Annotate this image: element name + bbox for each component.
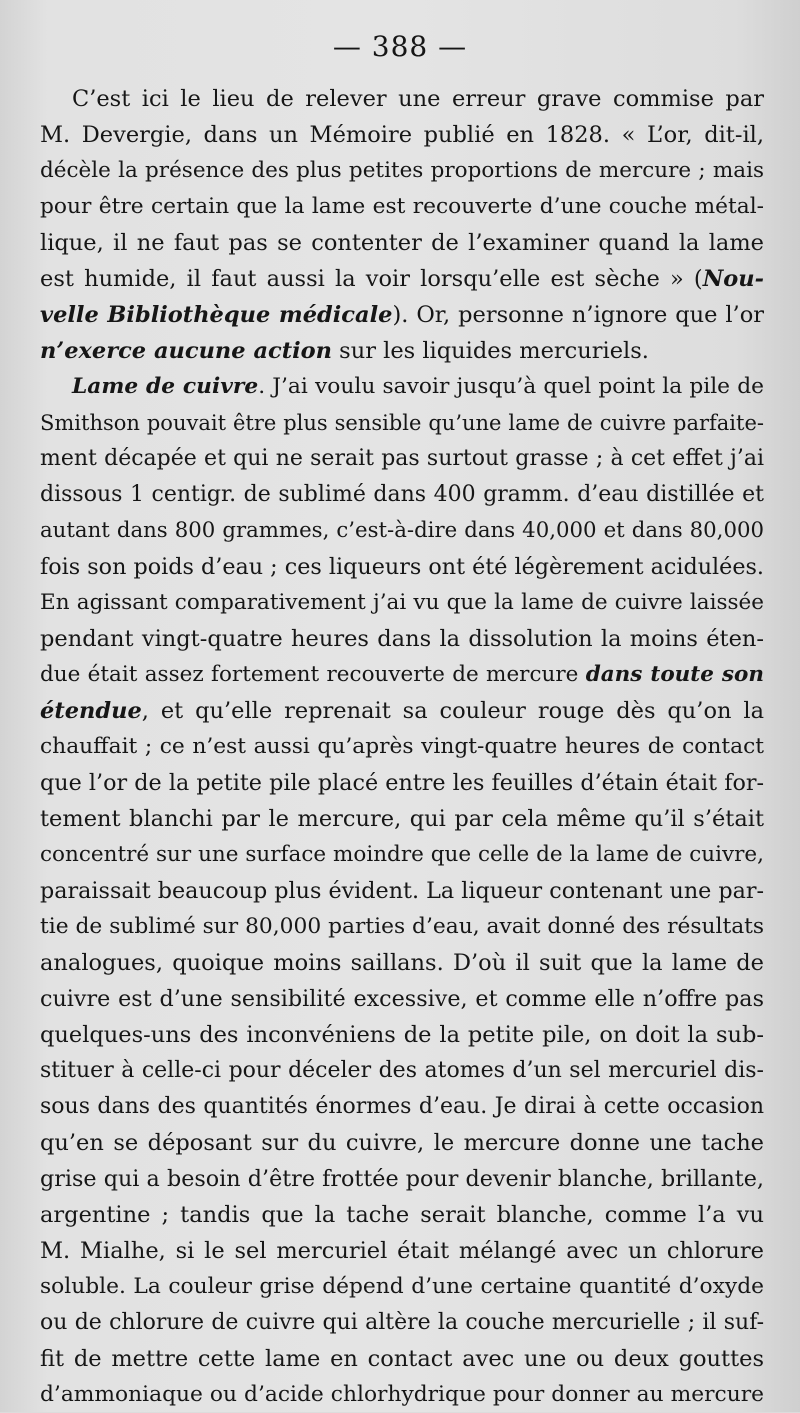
line-text: ment décapée et qui ne serait pas surtout grasse ; à cet effet j’ai — [40, 446, 764, 471]
line-text: dissous 1 centigr. de sublimé dans 400 gramm. d’eau distillée et — [40, 482, 764, 507]
text-line — [40, 1017, 764, 1053]
text-line — [40, 189, 764, 225]
text-line — [40, 693, 764, 729]
line-text: d’ammoniaque ou d’acide chlorhydrique pour donner au mercure — [40, 1382, 764, 1407]
line-text: ). Or, personne n’ignore que l’or — [392, 302, 764, 328]
text-line — [40, 153, 764, 189]
line-text: lique, il ne faut pas se contenter de l’examiner quand la lame — [40, 230, 764, 256]
body-text — [40, 81, 764, 1413]
line-text: M. Devergie, dans un Mémoire publié en 1828. « L’or, dit-il, — [40, 122, 764, 148]
text-line — [40, 441, 764, 477]
line-text: M. Mialhe, si le sel mercuriel était mélangé avec un chlorure — [40, 1238, 764, 1264]
text-line — [40, 477, 764, 513]
line-text: chauffait ; ce n’est aussi qu’après vingt-quatre heures de contact — [40, 734, 764, 759]
text-line — [40, 765, 764, 801]
text-line — [40, 1125, 764, 1161]
line-text: fit de mettre cette lame en contact avec une ou deux gouttes — [40, 1346, 764, 1372]
text-line — [40, 1197, 764, 1233]
text-line — [40, 117, 764, 153]
line-text: En agissant comparativement j’ai vu que la lame de cuivre laissée — [40, 590, 764, 615]
line-text: quelques-uns des inconvéniens de la petite pile, on doit la sub- — [40, 1022, 764, 1048]
text-line — [40, 837, 764, 873]
text-line — [40, 585, 764, 621]
line-text: fois son poids d’eau ; ces liqueurs ont été légèrement acidulées. — [40, 554, 764, 580]
line-text: tement blanchi par le mercure, qui par cela même qu’il s’était — [40, 806, 764, 832]
text-line — [40, 297, 764, 333]
text-line — [40, 261, 764, 297]
text-line — [40, 405, 764, 441]
line-text: , et qu’elle reprenait sa couleur rouge dès qu’on la — [141, 698, 764, 724]
line-text: que l’or de la petite pile placé entre les feuilles d’étain était for- — [40, 770, 764, 796]
line-text: concentré sur une surface moindre que celle de la lame de cuivre, — [40, 842, 764, 867]
line-text: argentine ; tandis que la tache serait blanche, comme l’a vu — [40, 1202, 764, 1228]
italic-text: dans toute son — [585, 662, 764, 687]
text-line — [40, 1341, 764, 1377]
text-line — [40, 81, 764, 117]
text-line — [40, 657, 764, 693]
line-text: sur les liquides mercuriels. — [332, 338, 649, 364]
line-text: paraissait beaucoup plus évident. La liqueur contenant une par- — [40, 878, 764, 904]
text-line — [40, 981, 764, 1017]
line-text: soluble. La couleur grise dépend d’une certaine quantité d’oxyde — [40, 1274, 764, 1299]
line-text: qu’en se déposant sur du cuivre, le mercure donne une tache — [40, 1130, 764, 1156]
line-text: sous dans des quantités énormes d’eau. Je dirai à cette occasion — [40, 1094, 764, 1119]
line-text: due était assez fortement recouverte de mercure — [40, 662, 586, 687]
text-line — [40, 513, 764, 549]
text-line — [40, 1089, 764, 1125]
text-line — [40, 945, 764, 981]
line-text: pour être certain que la lame est recouverte d’une couche métal- — [40, 194, 764, 219]
text-line — [40, 1269, 764, 1305]
text-line — [40, 1305, 764, 1341]
text-line — [40, 801, 764, 837]
text-line — [40, 225, 764, 261]
italic-text: velle Bibliothèque médicale — [40, 302, 393, 328]
line-text: pendant vingt-quatre heures dans la dissolution la moins éten- — [40, 626, 764, 652]
italic-text: étendue — [40, 698, 142, 724]
text-line — [40, 1053, 764, 1089]
line-text: cuivre est d’une sensibilité excessive, et comme elle n’offre pas — [40, 986, 764, 1012]
text-line — [40, 873, 764, 909]
text-line — [40, 549, 764, 585]
line-text: autant dans 800 grammes, c’est-à-dire dans 40,000 et dans 80,000 — [40, 518, 764, 543]
text-line — [40, 333, 764, 369]
text-line — [40, 1161, 764, 1197]
text-line — [40, 621, 764, 657]
italic-text: Lame de cuivre — [72, 374, 259, 399]
text-line — [40, 909, 764, 945]
line-text: tie de sublimé sur 80,000 parties d’eau, avait donné des résultats — [40, 914, 764, 939]
text-line — [40, 729, 764, 765]
line-text: analogues, quoique moins saillans. D’où il suit que la lame de — [40, 950, 764, 976]
line-text: grise qui a besoin d’être frottée pour devenir blanche, brillante, — [40, 1166, 764, 1192]
line-text: C’est ici le lieu de relever une erreur grave commise par — [72, 86, 764, 112]
italic-text: Nou- — [702, 266, 764, 292]
line-text: est humide, il faut aussi la voir lorsqu’elle est sèche » ( — [40, 266, 703, 292]
text-line — [40, 1377, 764, 1413]
text-line — [40, 369, 764, 405]
line-text: décèle la présence des plus petites proportions de mercure ; mais — [40, 158, 764, 183]
line-text: stituer à celle-ci pour déceler des atomes d’un sel mercuriel dis- — [40, 1058, 764, 1083]
page-number: — 388 — — [332, 30, 468, 63]
line-text: Smithson pouvait être plus sensible qu’une lame de cuivre parfaite- — [40, 411, 764, 435]
line-text: ou de chlorure de cuivre qui altère la couche mercurielle ; il suf- — [40, 1310, 764, 1335]
line-text: . J’ai voulu savoir jusqu’à quel point la pile de — [258, 374, 764, 399]
italic-text: n’exerce aucune action — [40, 338, 333, 364]
text-line — [40, 1233, 764, 1269]
